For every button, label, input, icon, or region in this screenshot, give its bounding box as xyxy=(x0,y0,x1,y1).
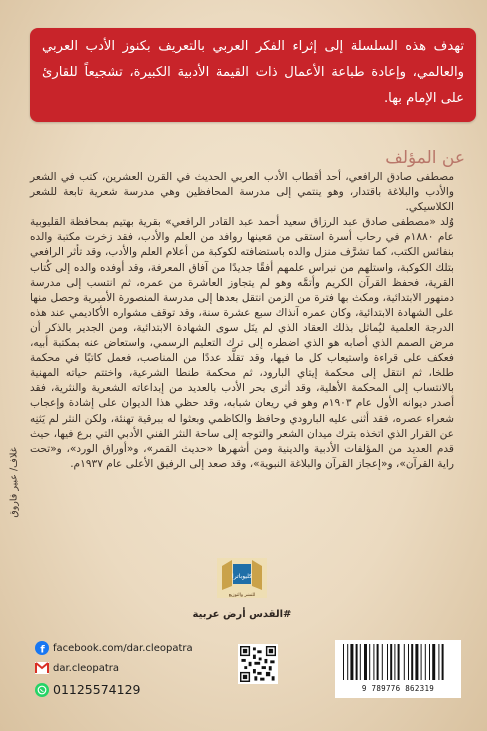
intro-text: تهدف هذه السلسلة إلى إثراء الفكر العربي بالتعريف بكنوز الأدب العربي والعالمي، وإعادة طباعة الأعمال ذات القيمة الأدبية الكبيرة، تشجيعاً للقارئ على الإمام بها. xyxy=(42,39,464,106)
isbn-number: 9 789776 862319 xyxy=(361,684,435,693)
svg-text:f: f xyxy=(40,644,45,655)
barcode-bar xyxy=(411,644,413,680)
barcode-bar xyxy=(373,644,374,680)
bio-paragraph: مصطفى صادق الرافعي، أحد أقطاب الأدب العربي الحديث في القرن العشرين، كتب في الشعر والأدب والبلاغة باقتدار، وهو ينتمي إلى مدرسة المحافظين وهي مدرسة شعرية تابعة للشعر الكلاسيكي. xyxy=(30,171,454,214)
whatsapp-icon xyxy=(35,683,49,697)
barcode-bar xyxy=(398,644,400,680)
phone-number[interactable]: 01125574129 xyxy=(53,682,141,697)
barcode-bar xyxy=(356,644,358,680)
cover-credit xyxy=(2,432,26,532)
barcode-bar xyxy=(421,644,422,680)
publisher-tagline: #القدس أرض عربية xyxy=(192,609,292,620)
barcode-bars xyxy=(335,640,461,682)
barcode-bar xyxy=(364,644,367,680)
barcode-bar xyxy=(390,644,392,680)
barcode-bar xyxy=(382,644,383,680)
barcode-bar xyxy=(387,644,388,680)
barcode-bar xyxy=(425,644,426,680)
gmail-icon xyxy=(35,662,49,674)
barcode-bar xyxy=(429,644,430,680)
barcode-bar xyxy=(442,644,444,680)
author-bio xyxy=(30,170,454,472)
barcode-bar xyxy=(377,644,379,680)
barcode-bar xyxy=(360,644,361,680)
barcode-bar xyxy=(415,644,418,680)
bio-paragraph: وُلد «مصطفى صادق عبد الرزاق سعيد أحمد عبد القادر الرافعي» بقرية بهتيم بمحافظة القليوبية عام ١٨٨٠م في رحاب أسرة استقى من مَعينها روافد من العلم والأدب، فقد زخرت مكتبة والده بنفائس الكتب، كما تشرَّف منزل والده باستضافته لكوكبة من أعلام العلم والأدب، وقد تأثر الرافعي بتلك الكوكبة، واستلهم من نبراس علمهم أفقًا جديدًا من آفاق المعرفة، وقد أوفده والده إلى كُتاب القرية، فحفظ القرآن الكريم وأتمَّه وهو لم يتجاوز العاشرة من عمره، ثم انتسب إلى مدرسة دمنهور الابتدائية، ومكث بها فترة من الزمن انتقل بعدها إلى مدرسة المنصورة الأميرية وحصل منها على الشهادة الابتدائية، وكان عمره آنذاك سبع عشرة سنة، وقد توقف مشواره الأكاديمي عند هذه الدرجة العلمية ليُماثل بذلك العقاد الذي لم ينَل سوى الشهادة الابتدائية، ومن الجدير بالذكر أن مرض الصمم الذي أصابه هو الذي اضطره إلى ترك التعليم الرسمي، واستعاض عنه بمكتبة أبيه، فعكف على قراءة واستيعاب كل ما فيها، وقد تقلَّد عددًا من المناصب، فعمل كاتبًا في محكمة طلخا، ثم انتقل إلى محكمة إيتاي البارود، ثم محكمة طنطا الشرعية، واختتم حياته المهنية بالانتساب إلى المحكمة الأهلية، وقد أثرى بحر الأدب بالعديد من إبداعاته الشعرية والنثرية، فقد أصدر ديوانه الأول عام ١٩٠٣م وهو في ريعان شبابه، وقد حظي هذا الديوان على إشادة وإعجاب شعراء عصره، فقد أثنى عليه البارودي وحافظ والكاظمي وبعثوا له ببرقية تهنئة، ولكن النثر لم يَثنِه عن القرار الذي اتخذه بترك ميدان الشعر والتوجه إلى ساحة النثر الفني الأدبي التي برع فيها، حيث قدم العديد من المؤلفات الأدبية والدينية ومن أشهرها «حديث القمر»، و«أوراق الورد»، و«تحت راية القرآن»، و«إعجاز القرآن والبلاغة النبوية»، وقد صعد إلى الرفيق الأعلى عام ١٩٣٧م. xyxy=(30,216,455,470)
barcode-bar xyxy=(432,644,435,680)
barcode-bar xyxy=(343,644,344,680)
cover-credit-text: غلاف/ عبير فاروق xyxy=(8,446,20,518)
barcode-bar xyxy=(408,644,409,680)
logo-subtext: للنشر والتوزيع xyxy=(228,593,256,598)
barcode-bar xyxy=(350,644,353,680)
about-author-title: عن المؤلف xyxy=(385,148,465,168)
barcode-bar xyxy=(438,644,439,680)
barcode-bar xyxy=(404,644,405,680)
facebook-contact[interactable] xyxy=(35,641,193,655)
publisher-logo xyxy=(214,556,270,602)
email-contact[interactable] xyxy=(35,662,119,674)
whatsapp-contact[interactable] xyxy=(35,682,140,697)
barcode-bar xyxy=(347,644,348,680)
email-address[interactable]: dar.cleopatra xyxy=(53,662,120,674)
barcode-bar xyxy=(369,644,370,680)
logo-text: كليوباترا xyxy=(232,573,252,580)
qr-code[interactable] xyxy=(238,644,278,684)
facebook-link[interactable]: facebook.com/dar.cleopatra xyxy=(53,642,193,654)
facebook-icon xyxy=(35,641,49,655)
barcode-bar xyxy=(394,644,395,680)
